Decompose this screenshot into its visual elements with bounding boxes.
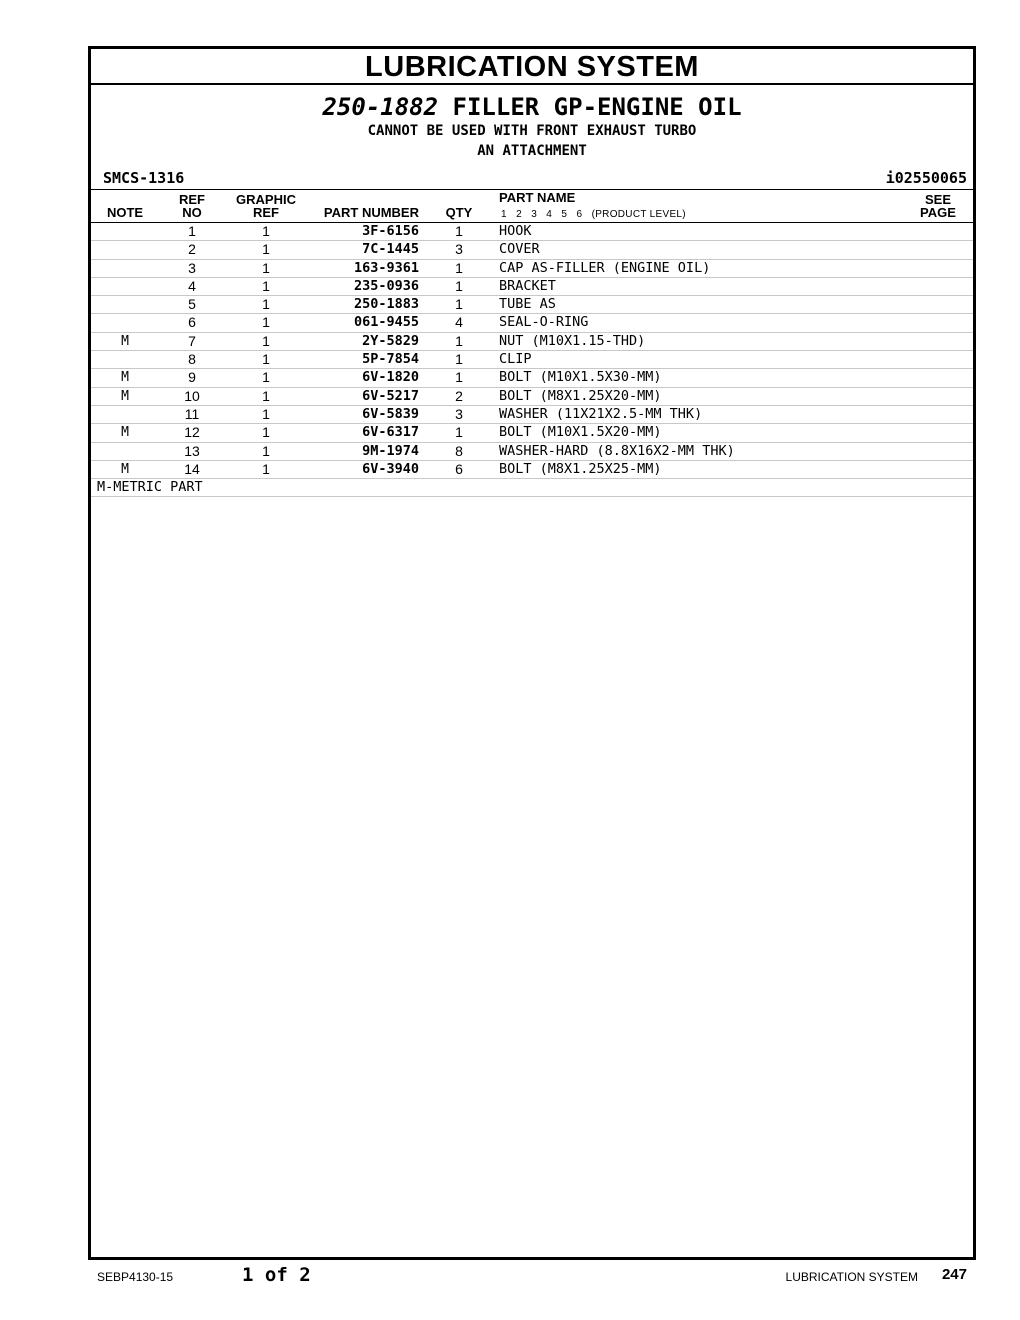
part-name-cell: WASHER-HARD (8.8X16X2-MM THK) [499, 442, 735, 459]
qty-cell: 1 [455, 259, 463, 276]
page-footer [0, 1264, 1020, 1294]
part-name-cell: BRACKET [499, 277, 556, 294]
col-part-number: PART NUMBER [323, 205, 419, 220]
part-name-cell: NUT (M10X1.15-THD) [499, 332, 646, 349]
graphic-ref-cell: 1 [262, 424, 270, 441]
col-see-bottom: PAGE [920, 205, 956, 220]
ref-no-cell: 10 [184, 387, 200, 404]
qty-cell: 3 [455, 405, 463, 422]
col-part-name: PART NAME [499, 190, 576, 205]
group-title [91, 93, 973, 121]
part-number-cell: 235-0936 [353, 277, 419, 294]
group-name: FILLER GP-ENGINE OIL [452, 93, 742, 121]
table-row [91, 443, 973, 461]
part-number-cell: 6V-5217 [362, 387, 419, 404]
part-number-cell: 061-9455 [353, 314, 419, 331]
note-cell: M [121, 425, 129, 441]
group-note-2: AN ATTACHMENT [477, 143, 587, 159]
col-graphic-bottom: REF [253, 205, 279, 220]
table-row [91, 260, 973, 278]
ref-no-cell: 4 [188, 277, 196, 294]
group-number: 250-1882 [322, 93, 439, 121]
note-cell: M [121, 370, 129, 386]
part-number-cell: 6V-1820 [362, 369, 419, 386]
part-number-cell: 7C-1445 [362, 241, 419, 258]
part-number-cell: 163-9361 [353, 259, 419, 276]
table-row [91, 406, 973, 424]
column-header [91, 189, 973, 223]
qty-cell: 1 [455, 351, 463, 368]
note-cell: M [121, 388, 129, 404]
part-name-cell: TUBE AS [499, 296, 556, 313]
part-number-cell: 3F-6156 [362, 223, 419, 239]
footnote: M-METRIC PART [91, 479, 973, 497]
graphic-ref-cell: 1 [262, 460, 270, 477]
table-row [91, 461, 973, 479]
qty-cell: 8 [455, 442, 463, 459]
part-number-cell: 6V-6317 [362, 424, 419, 441]
table-row [91, 296, 973, 314]
graphic-ref-cell: 1 [262, 405, 270, 422]
part-name-cell: BOLT (M8X1.25X25-MM) [499, 460, 662, 477]
note-cell: M [121, 333, 129, 349]
part-name-cell: BOLT (M10X1.5X30-MM) [499, 369, 662, 386]
part-number-cell: 2Y-5829 [362, 332, 419, 349]
note-cell: M [121, 461, 129, 477]
qty-cell: 6 [455, 460, 463, 477]
smcs-code: SMCS-1316 [103, 169, 185, 187]
part-name-cell: WASHER (11X21X2.5-MM THK) [499, 405, 703, 422]
col-graphic-top: GRAPHIC [236, 192, 296, 207]
table-row [91, 333, 973, 351]
part-name-cell: CLIP [499, 351, 532, 368]
table-row [91, 351, 973, 369]
section-title: LUBRICATION SYSTEM [91, 49, 973, 85]
group-note-1: CANNOT BE USED WITH FRONT EXHAUST TURBO [367, 123, 697, 139]
graphic-ref-cell: 1 [262, 277, 270, 294]
part-name-cell: HOOK [499, 223, 532, 239]
qty-cell: 1 [455, 277, 463, 294]
table-row [91, 223, 973, 241]
page-frame [88, 46, 976, 1260]
table-row [91, 388, 973, 406]
graphic-ref-cell: 1 [262, 387, 270, 404]
col-qty: QTY [445, 205, 473, 220]
smcs-row [91, 167, 973, 189]
ref-no-cell: 6 [188, 314, 196, 331]
table-row [91, 278, 973, 296]
col-note: NOTE [106, 205, 144, 220]
col-see-top: SEE [924, 192, 951, 207]
table-row [91, 424, 973, 442]
qty-cell: 1 [455, 296, 463, 313]
graphic-ref-cell: 1 [262, 296, 270, 313]
qty-cell: 1 [455, 369, 463, 386]
part-number-cell: 250-1883 [353, 296, 419, 313]
ref-no-cell: 12 [184, 424, 200, 441]
ref-no-cell: 7 [188, 332, 196, 349]
parts-table [91, 223, 973, 479]
table-row [91, 241, 973, 259]
graphic-ref-cell: 1 [262, 314, 270, 331]
part-name-cell: COVER [499, 241, 540, 258]
part-name-cell: SEAL-O-RING [499, 314, 589, 331]
ref-no-cell: 8 [188, 351, 196, 368]
part-number-cell: 5P-7854 [362, 351, 419, 368]
part-number-cell: 9M-1974 [362, 442, 419, 459]
part-name-cell: BOLT (M8X1.25X20-MM) [499, 387, 662, 404]
graphic-ref-cell: 1 [262, 259, 270, 276]
col-ref-top: REF [179, 192, 205, 207]
part-number-cell: 6V-5839 [362, 405, 419, 422]
ref-no-cell: 11 [184, 405, 200, 422]
footer-page-number: 247 [941, 1266, 967, 1283]
part-name-cell: BOLT (M10X1.5X20-MM) [499, 424, 662, 441]
table-row [91, 369, 973, 387]
footer-doc-id: SEBP4130-15 [97, 1270, 174, 1284]
ref-no-cell: 13 [184, 442, 200, 459]
ref-no-cell: 1 [188, 223, 196, 239]
graphic-ref-cell: 1 [262, 241, 270, 258]
ref-no-cell: 5 [188, 296, 196, 313]
graphic-ref-cell: 1 [262, 332, 270, 349]
qty-cell: 2 [455, 387, 463, 404]
part-number-cell: 6V-3940 [362, 460, 419, 477]
graphic-ref-cell: 1 [262, 369, 270, 386]
col-ref-bottom: NO [182, 205, 202, 220]
illustration-id: i02550065 [885, 169, 967, 187]
ref-no-cell: 14 [184, 460, 200, 477]
graphic-ref-cell: 1 [262, 351, 270, 368]
ref-no-cell: 9 [188, 369, 196, 386]
qty-cell: 1 [455, 424, 463, 441]
qty-cell: 3 [455, 241, 463, 258]
footer-section: LUBRICATION SYSTEM [785, 1270, 918, 1284]
graphic-ref-cell: 1 [262, 442, 270, 459]
ref-no-cell: 2 [188, 241, 196, 258]
qty-cell: 1 [455, 223, 463, 239]
col-product-levels: 1 2 3 4 5 6 (PRODUCT LEVEL) [501, 209, 686, 220]
graphic-ref-cell: 1 [262, 223, 270, 239]
ref-no-cell: 3 [188, 259, 196, 276]
qty-cell: 1 [455, 332, 463, 349]
table-row [91, 314, 973, 332]
footer-page-of: 1 of 2 [242, 1264, 311, 1286]
qty-cell: 4 [455, 314, 463, 331]
part-name-cell: CAP AS-FILLER (ENGINE OIL) [499, 259, 711, 276]
